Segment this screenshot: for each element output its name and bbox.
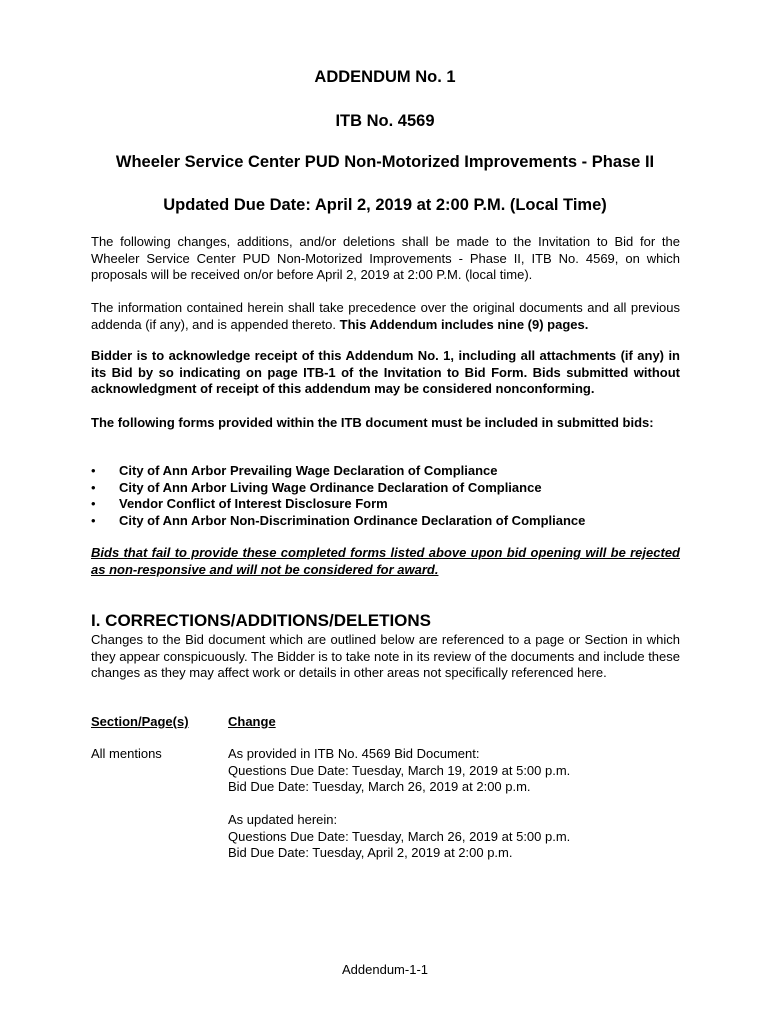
list-item bbox=[91, 463, 680, 480]
intro-text: The following changes, additions, and/or deletions shall be made to the Invitation to Bid for the Wheeler Service Center PUD Non-Motorized Improvements - Phase II, ITB No. 4569, on which proposals will be received on/or before April 2, 2019 at 2:00 P.M. (local time). bbox=[91, 234, 680, 282]
bullet-icon: • bbox=[91, 512, 96, 528]
required-forms-intro bbox=[91, 415, 680, 432]
precedence-paragraph bbox=[91, 300, 680, 333]
rejection-warning-text: Bids that fail to provide these completed forms listed above upon bid opening will be rejected as non-responsive and will not be considered for award. bbox=[91, 545, 680, 577]
acknowledgment-paragraph bbox=[91, 348, 680, 398]
acknowledgment-text: Bidder is to acknowledge receipt of this Addendum No. 1, including all attachments (if any) in its Bid by so indicating on page ITB-1 of the Invitation to Bid Form. Bids submitted without acknowledgment of receipt of this addendum may be considered nonconforming. bbox=[91, 348, 680, 396]
bullet-icon: • bbox=[91, 496, 96, 511]
list-item bbox=[91, 513, 680, 530]
updated-dates-block bbox=[228, 812, 688, 862]
precedence-text: The information contained herein shall take precedence over the original documents and all previous addenda (if any), and is appended thereto. bbox=[91, 300, 680, 332]
project-title: Wheeler Service Center PUD Non-Motorized Improvements - Phase II bbox=[115, 153, 655, 171]
original-dates-block bbox=[228, 746, 688, 796]
updated-questions-due: Questions Due Date: Tuesday, March 26, 2019 at 5:00 p.m. bbox=[228, 828, 571, 844]
bullet-icon: • bbox=[91, 463, 96, 478]
section-heading: I. CORRECTIONS/ADDITIONS/DELETIONS bbox=[91, 611, 432, 630]
form-name: Vendor Conflict of Interest Disclosure Form bbox=[119, 496, 388, 511]
updated-due-date: Updated Due Date: April 2, 2019 at 2:00 P.M. (Local Time) bbox=[163, 196, 607, 214]
intro-paragraph bbox=[91, 234, 680, 284]
form-name: City of Ann Arbor Living Wage Ordinance Declaration of Compliance bbox=[119, 479, 542, 495]
row-label: All mentions bbox=[91, 746, 162, 761]
required-forms-list bbox=[91, 463, 680, 529]
column-header-change: Change bbox=[228, 714, 276, 729]
column-header-section: Section/Page(s) bbox=[91, 714, 189, 729]
updated-bid-due: Bid Due Date: Tuesday, April 2, 2019 at 2:00 p.m. bbox=[228, 845, 513, 860]
rejection-warning bbox=[91, 545, 680, 578]
required-forms-text: The following forms provided within the ITB document must be included in submitted bids: bbox=[91, 415, 654, 430]
list-item bbox=[91, 496, 680, 513]
form-name: City of Ann Arbor Non-Discrimination Ordinance Declaration of Compliance bbox=[119, 512, 586, 528]
page-footer: Addendum-1-1 bbox=[342, 962, 428, 977]
bullet-icon: • bbox=[91, 479, 96, 495]
list-item bbox=[91, 480, 680, 497]
original-bid-due: Bid Due Date: Tuesday, March 26, 2019 at 2:00 p.m. bbox=[228, 779, 531, 794]
itb-number: ITB No. 4569 bbox=[335, 112, 435, 130]
updated-dates-heading: As updated herein: bbox=[228, 812, 338, 827]
original-dates-heading: As provided in ITB No. 4569 Bid Document: bbox=[228, 746, 480, 761]
section-intro-text: Changes to the Bid document which are outlined below are referenced to a page or Section in which they appear conspicuously. The Bidder is to take note in its review of the documents and include these changes as they may affect work or details in other areas not specifically referenced here. bbox=[91, 632, 680, 680]
original-questions-due: Questions Due Date: Tuesday, March 19, 2019 at 5:00 p.m. bbox=[228, 762, 571, 778]
addendum-title: ADDENDUM No. 1 bbox=[314, 68, 456, 86]
page-count-text: This Addendum includes nine (9) pages. bbox=[339, 316, 589, 332]
section-intro bbox=[91, 632, 680, 682]
form-name: City of Ann Arbor Prevailing Wage Declaration of Compliance bbox=[119, 463, 498, 478]
